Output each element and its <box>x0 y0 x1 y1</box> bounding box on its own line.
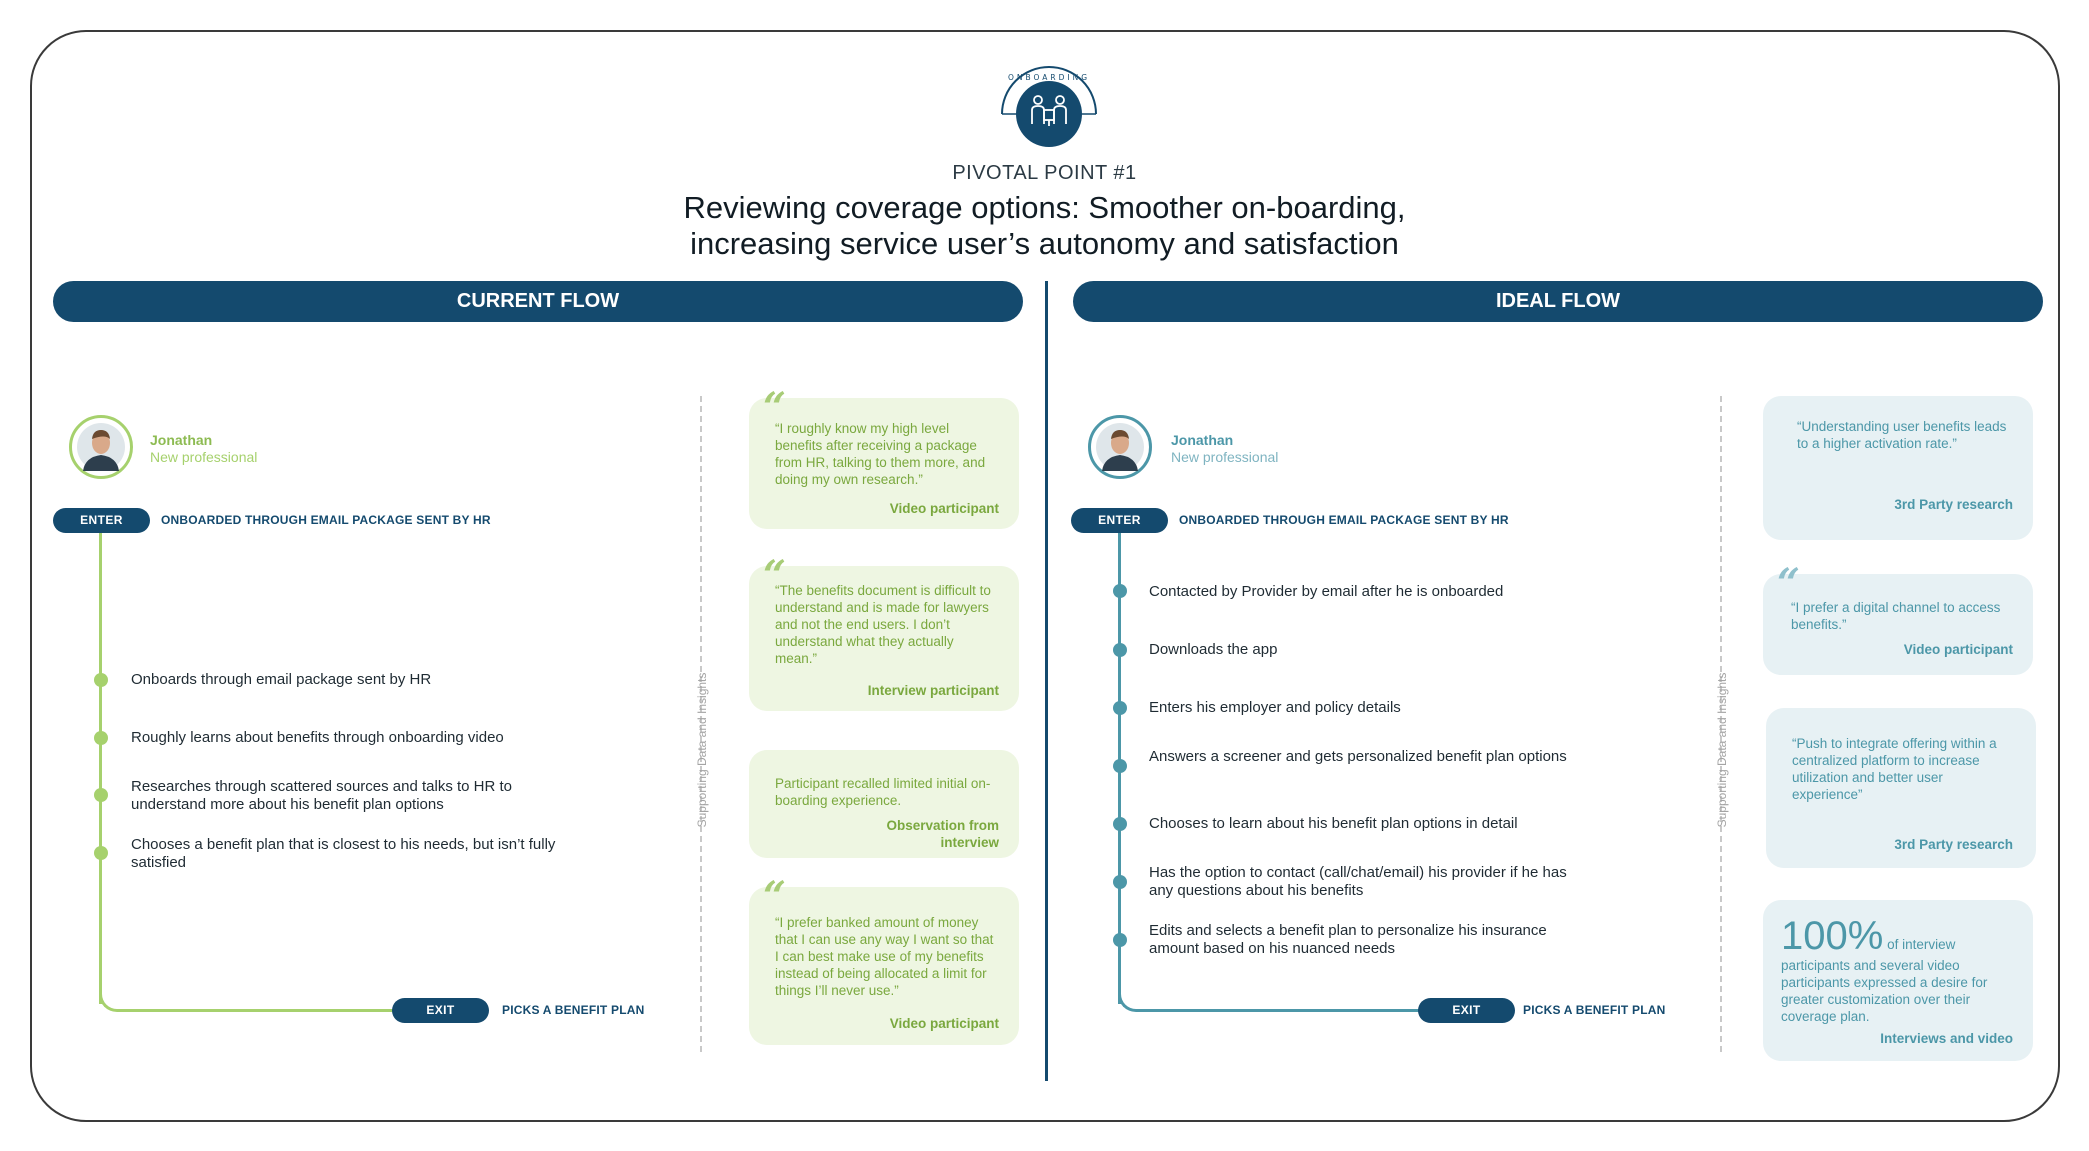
quote-icon: “ <box>763 384 787 431</box>
step-text: Enters his employer and policy details <box>1149 699 1401 716</box>
insight-card: 100% of interview participants and several video participants expressed a desire for greater customization over their coverage plan. Interviews and video <box>1763 900 2033 1061</box>
enter-pill: ENTER <box>53 508 150 533</box>
flow-line-corner <box>99 990 419 1012</box>
step-dot <box>1113 933 1127 947</box>
supporting-data-label: Supporting Data and Insights <box>1715 672 1729 828</box>
step-text: Edits and selects a benefit plan to personalize his insurance amount based on his nuanced needs <box>1149 922 1547 957</box>
quote-icon: “ <box>1777 560 1801 607</box>
insight-card: Participant recalled limited initial on-boarding experience. Observation from interview <box>749 750 1019 858</box>
current-flow-header: CURRENT FLOW <box>53 281 1023 322</box>
flow-line-corner <box>1118 990 1438 1012</box>
enter-pill: ENTER <box>1071 508 1168 533</box>
insight-card: “Understanding user benefits leads to a higher activation rate.” 3rd Party research <box>1763 396 2033 540</box>
step-dot <box>1113 701 1127 715</box>
persona-name: Jonathan <box>150 432 213 448</box>
exit-caption: PICKS A BENEFIT PLAN <box>502 1003 645 1017</box>
persona-name: Jonathan <box>1171 432 1234 448</box>
onboarding-logo <box>994 58 1104 150</box>
enter-caption: ONBOARDED THROUGH EMAIL PACKAGE SENT BY HR <box>161 513 491 527</box>
enter-caption: ONBOARDED THROUGH EMAIL PACKAGE SENT BY HR <box>1179 513 1509 527</box>
insight-card: “ “I prefer a digital channel to access benefits.” Video participant <box>1763 574 2033 675</box>
pivotal-point-label: PIVOTAL POINT #1 <box>952 162 1137 184</box>
quote-icon: “ <box>763 873 787 920</box>
step-text: Has the option to contact (call/chat/email) his provider if he has any questions about his benefits <box>1149 864 1567 899</box>
step-text: Downloads the app <box>1149 641 1278 658</box>
insight-card: “Push to integrate offering within a centralized platform to increase utilization and better user experience” 3rd Party research <box>1766 708 2036 868</box>
insight-card: “ “I roughly know my high level benefits after receiving a package from HR, talking to them more, and doing my own research.” Video participant <box>749 398 1019 529</box>
insight-card: “ “I prefer banked amount of money that I can use any way I want so that I can best make use of my benefits instead of being allocated a limit for things I’ll never use.” Video participant <box>749 887 1019 1045</box>
exit-pill: EXIT <box>392 998 489 1023</box>
svg-text:ONBOARDING: ONBOARDING <box>1007 73 1091 82</box>
step-text: Answers a screener and gets personalized benefit plan options <box>1149 748 1567 765</box>
page-title: Reviewing coverage options: Smoother on-boarding, increasing service user’s autonomy and satisfaction <box>683 190 1406 261</box>
step-text: Researches through scattered sources and talks to HR to understand more about his benefit plan options <box>131 778 513 813</box>
step-text: Contacted by Provider by email after he is onboarded <box>1149 583 1504 600</box>
quote-icon: “ <box>763 552 787 599</box>
exit-caption: PICKS A BENEFIT PLAN <box>1523 1003 1666 1017</box>
step-dot <box>1113 643 1127 657</box>
step-dot <box>94 731 108 745</box>
persona-role: New professional <box>1171 449 1279 465</box>
persona-role: New professional <box>150 449 258 465</box>
step-dot <box>1113 759 1127 773</box>
step-text: Roughly learns about benefits through onboarding video <box>131 729 504 746</box>
flow-divider <box>1045 281 1048 1081</box>
persona-avatar <box>1088 415 1152 479</box>
persona-avatar <box>69 415 133 479</box>
flow-line <box>99 514 102 1004</box>
step-text: Chooses a benefit plan that is closest to his needs, but isn’t fully satisfied <box>131 836 556 871</box>
ideal-flow-header: IDEAL FLOW <box>1073 281 2043 322</box>
insight-card: “ “The benefits document is difficult to understand and is made for lawyers and not the end users. I don’t understand what they actually mean.” Interview participant <box>749 566 1019 711</box>
step-dot <box>1113 875 1127 889</box>
step-dot <box>94 846 108 860</box>
step-dot <box>1113 584 1127 598</box>
step-dot <box>1113 817 1127 831</box>
stat-number: 100% <box>1781 914 1884 958</box>
step-text: Chooses to learn about his benefit plan options in detail <box>1149 815 1518 832</box>
step-dot <box>94 673 108 687</box>
exit-pill: EXIT <box>1418 998 1515 1023</box>
step-dot <box>94 788 108 802</box>
supporting-data-label: Supporting Data and Insights <box>695 672 709 828</box>
step-text: Onboards through email package sent by HR <box>131 671 432 688</box>
